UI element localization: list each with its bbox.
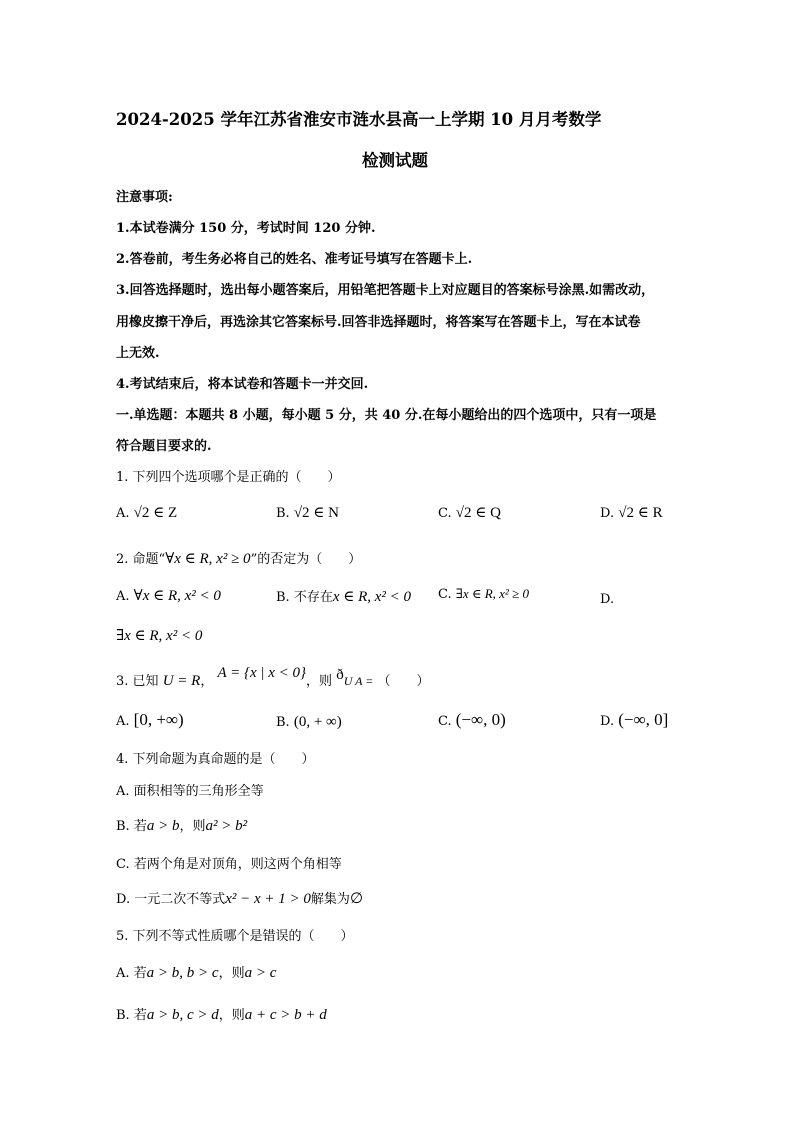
q2-option-b (276, 586, 411, 606)
q2-option-d-math: ∃x ∈ R, x² < 0 (116, 628, 203, 644)
option-pre: B. 若 (116, 819, 147, 834)
option-label: D. (600, 506, 615, 521)
q3-option-c (438, 710, 506, 730)
q3-option-b (276, 714, 342, 731)
option-math: √2 ∈ N (293, 505, 339, 521)
q5-option-b (116, 1004, 327, 1024)
option-math-2: a² > b² (205, 818, 248, 834)
q3-universal-set: U = R (162, 673, 201, 689)
q4-option-c: C. 若两个角是对顶角，则这两个角相等 (116, 857, 342, 872)
q3-option-a (116, 710, 184, 730)
notice-3-cont: 用橡皮擦干净后，再选涂其它答案标号.回答非选择题时，将答案写在答题卡上，写在本试卷 (116, 315, 641, 330)
option-label: A. (116, 589, 130, 604)
option-math: ∃x ∈ R, x² ≥ 0 (455, 586, 529, 601)
q3-stem-pre: 3. 已知 (116, 674, 159, 689)
notice-1: 1.本试卷满分 150 分，考试时间 120 分钟. (116, 221, 376, 236)
q3-option-d (600, 710, 668, 730)
option-math-1: a > b (146, 818, 180, 834)
option-label: C. (438, 587, 452, 602)
q2-stem (116, 548, 361, 568)
option-math: (−∞, 0] (618, 710, 669, 729)
option-label: B. (276, 715, 290, 730)
option-math-2: a > c (244, 965, 277, 981)
title-line-2: 检测试题 (362, 151, 428, 170)
option-math: ∀x ∈ R, x² < 0 (133, 588, 221, 604)
option-pre: A. 若 (116, 966, 147, 981)
q3-stem (116, 665, 430, 690)
q2-stem-post: ”的否定为（ ） (250, 552, 362, 567)
option-mid: ，则 (218, 1008, 245, 1023)
option-label: C. (438, 714, 452, 729)
option-math: √2 ∈ R (618, 505, 663, 521)
option-mid: ，则 (218, 966, 245, 981)
q4-stem: 4. 下列命题为真命题的是（ ） (116, 752, 315, 767)
title-line-1: 2024-2025 学年江苏省淮安市涟水县高一上学期 10 月月考数学 (116, 110, 602, 129)
q2-stem-pre: 2. 命题“ (116, 552, 166, 567)
q1-option-c (438, 503, 501, 522)
option-label: A. (116, 506, 130, 521)
notice-3-cont-2: 上无效. (116, 346, 160, 361)
empty-set-symbol: ∅ (349, 891, 364, 907)
q1-option-a (116, 503, 177, 522)
q5-stem: 5. 下列不等式性质哪个是错误的（ ） (116, 929, 354, 944)
q3-set-a: A = {x | x < 0} (217, 665, 307, 681)
option-math: √2 ∈ Z (133, 505, 178, 521)
q1-option-b (276, 503, 339, 522)
q5-option-a (116, 962, 276, 982)
option-label: B. (276, 506, 290, 521)
q3-complement-expr: U A = (343, 674, 374, 688)
option-math: [0, +∞) (133, 710, 184, 729)
notice-3: 3.回答选择题时，选出每小题答案后，用铅笔把答题卡上对应题目的答案标号涂黑.如需改动， (116, 283, 655, 298)
option-label: D. (600, 714, 615, 729)
q4-option-d (116, 888, 363, 908)
section-heading-line-1: 一.单选题：本题共 8 小题，每小题 5 分，共 40 分.在每小题给出的四个选项中，只有一项是 (116, 408, 657, 423)
q2-option-d-label: D. (600, 592, 615, 607)
q2-option-a (116, 586, 221, 605)
option-math: (−∞, 0) (455, 710, 506, 729)
q3-then: ，则 (306, 674, 333, 689)
section-heading-line-2: 符合题目要求的. (116, 439, 212, 454)
option-mid: ，则 (179, 819, 206, 834)
option-pre: D. 一元二次不等式 (116, 892, 226, 907)
option-label: C. (438, 506, 452, 521)
option-math: x ∈ R, x² < 0 (332, 589, 412, 605)
q4-option-b (116, 815, 247, 835)
option-pre: B. 若 (116, 1008, 147, 1023)
option-math: x² − x + 1 > 0 (225, 891, 311, 907)
q4-option-a: A. 面积相等的三角形全等 (116, 784, 264, 799)
notice-heading: 注意事项: (116, 190, 173, 205)
option-math: (0, + ∞) (293, 714, 342, 730)
notice-2: 2.答卷前，考生务必将自己的姓名、准考证号填写在答题卡上. (116, 252, 473, 267)
option-label: A. (116, 714, 130, 729)
option-math-2: a + c > b + d (244, 1007, 327, 1023)
option-label: B. 不存在 (276, 590, 333, 605)
q1-stem: 1. 下列四个选项哪个是正确的（ ） (116, 470, 341, 485)
option-math: √2 ∈ Q (455, 505, 501, 521)
q2-option-c (438, 586, 529, 602)
q3-blank: （ ） (377, 674, 430, 689)
option-math-1: a > b, c > d (146, 1007, 219, 1023)
q2-stem-math: ∀x ∈ R, x² ≥ 0 (165, 551, 251, 567)
q1-option-d (600, 503, 663, 522)
notice-4: 4.考试结束后，将本试卷和答题卡一并交回. (116, 377, 369, 392)
q3-complement-symbol: ð (336, 667, 344, 683)
q3-comma: ， (200, 674, 214, 689)
option-post: 解集为 (310, 892, 350, 907)
option-math-1: a > b, b > c (146, 965, 219, 981)
